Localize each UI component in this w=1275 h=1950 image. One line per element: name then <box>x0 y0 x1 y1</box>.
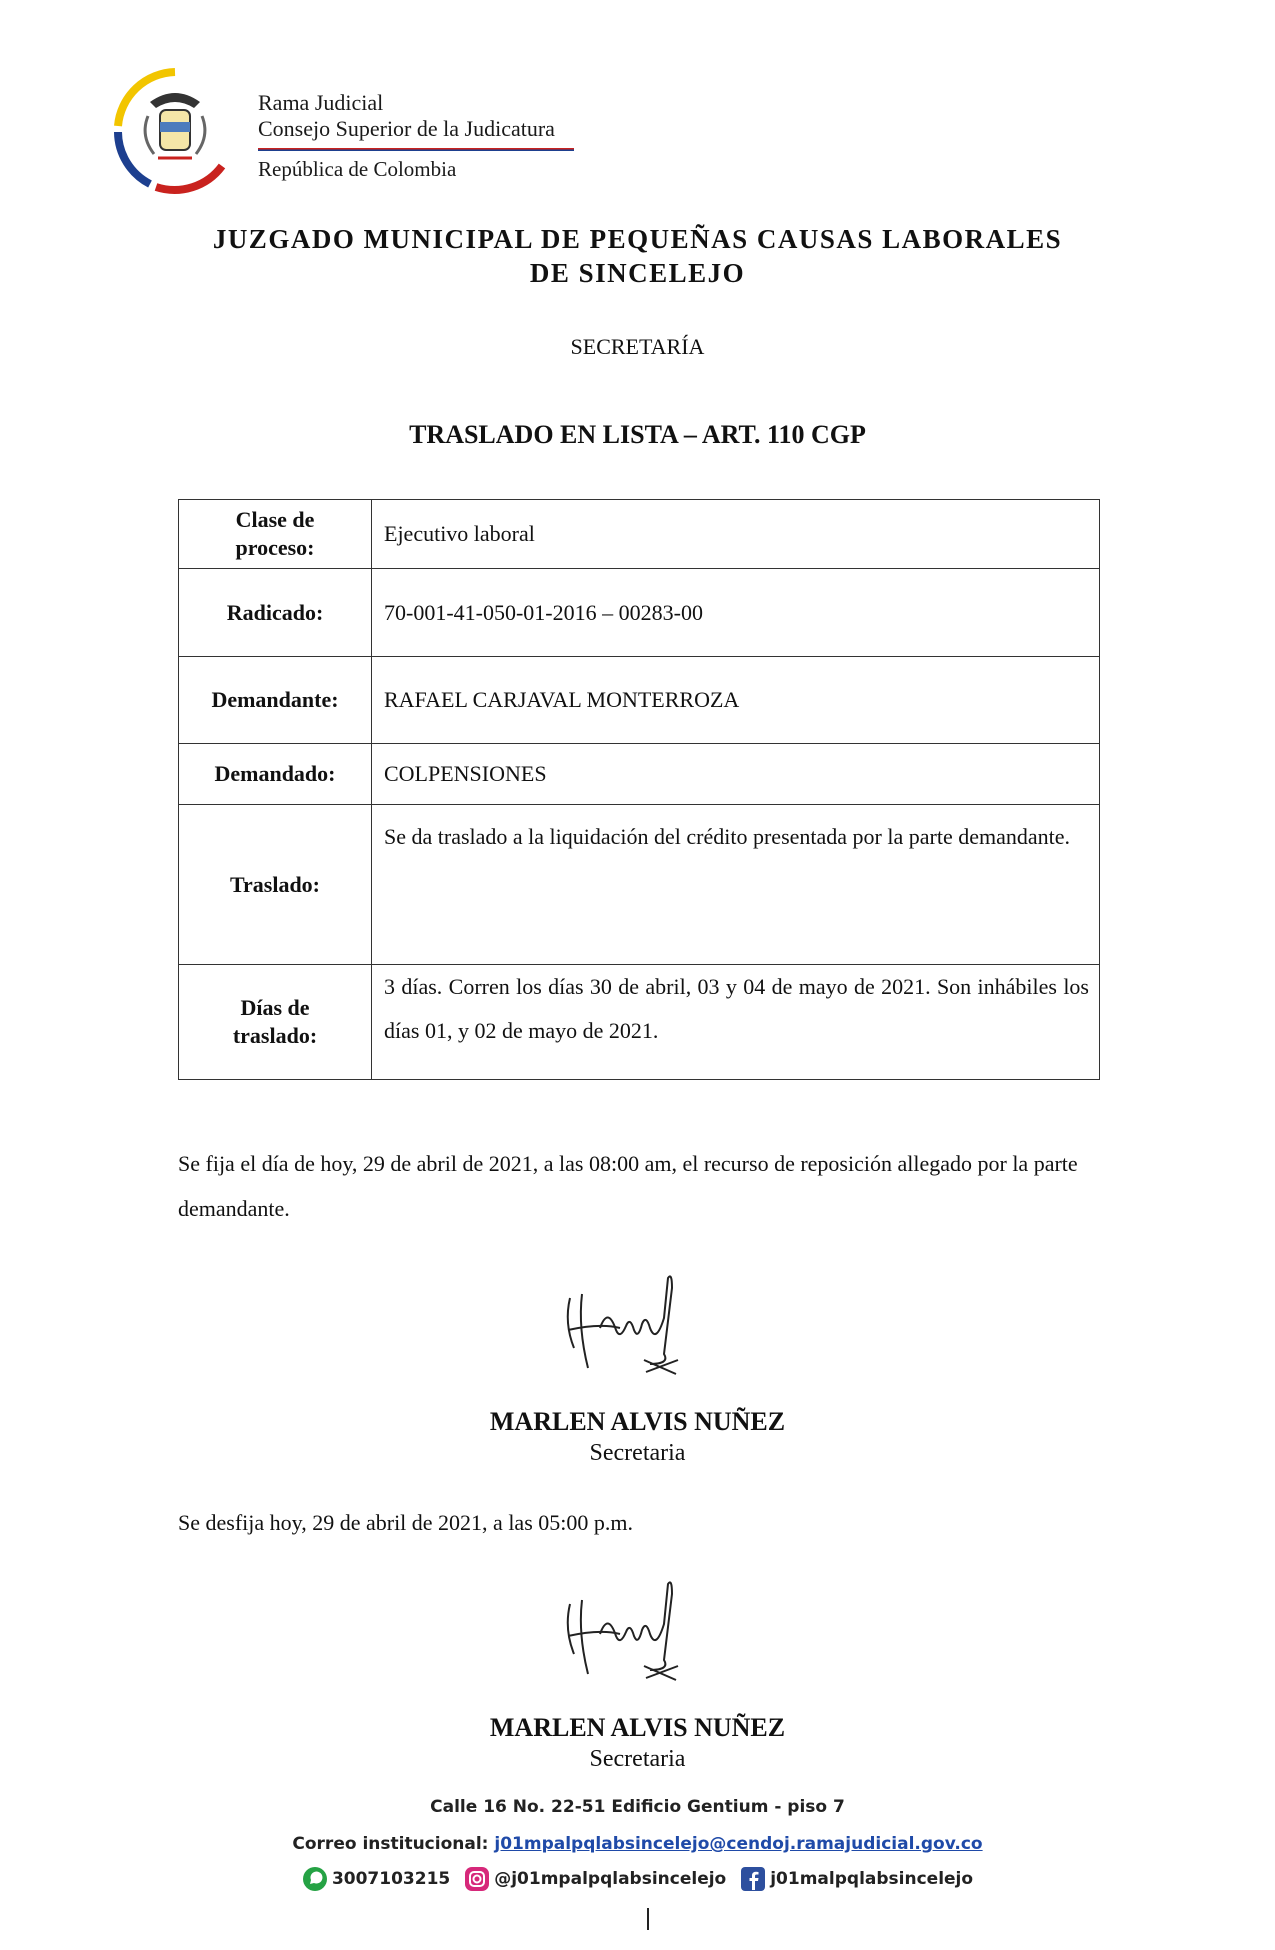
facebook-contact[interactable] <box>740 1866 973 1892</box>
signature-image <box>560 1268 710 1383</box>
row-value: RAFAEL CARJAVAL MONTERROZA <box>372 657 1100 744</box>
row-value: Ejecutivo laboral <box>372 500 1100 569</box>
row-label <box>179 500 372 569</box>
row-label: Radicado: <box>179 569 372 657</box>
desfijacion-paragraph: Se desfija hoy, 29 de abril de 2021, a las 05:00 p.m. <box>178 1510 633 1535</box>
brand-line-1: Rama Judicial <box>258 90 384 115</box>
label-line: traslado: <box>232 1023 318 1048</box>
email-link[interactable]: j01mpalpqlabsincelejo@cendoj.ramajudicial.gov.co <box>494 1834 983 1854</box>
table-row <box>179 500 1100 569</box>
rama-judicial-logo <box>110 66 240 196</box>
table-row <box>179 569 1100 657</box>
footer-social-line <box>0 1866 1275 1892</box>
section-heading: SECRETARÍA <box>570 334 705 359</box>
label-line: proceso: <box>235 535 315 560</box>
signer-name: MARLEN ALVIS NUÑEZ <box>489 1713 786 1742</box>
document-title: TRASLADO EN LISTA – ART. 110 CGP <box>409 420 866 449</box>
row-label: Demandante: <box>179 657 372 744</box>
label-line: Días de <box>240 995 310 1020</box>
table-row <box>179 965 1100 1080</box>
footer-address: Calle 16 No. 22-51 Edificio Gentium - piso 7 <box>430 1797 845 1817</box>
row-value: 3 días. Corren los días 30 de abril, 03 y 04 de mayo de 2021. Son inhábiles los días 01, y 02 de mayo de 2021. <box>372 965 1100 1080</box>
whatsapp-contact[interactable] <box>302 1866 450 1892</box>
instagram-handle: @j01mpalpqlabsincelejo <box>494 1869 727 1889</box>
signer-role: Secretaria <box>589 1440 686 1466</box>
whatsapp-number: 3007103215 <box>331 1869 451 1889</box>
signer-block <box>0 1712 1275 1774</box>
brand-line-2: Consejo Superior de la Judicatura <box>258 116 555 141</box>
instagram-contact[interactable] <box>464 1866 726 1892</box>
row-label: Demandado: <box>179 744 372 805</box>
instagram-icon <box>464 1866 490 1892</box>
signer-block <box>0 1406 1275 1468</box>
row-value: Se da traslado a la liquidación del crédito presentada por la parte demandante. <box>372 805 1100 965</box>
table-row <box>179 657 1100 744</box>
whatsapp-icon <box>302 1866 328 1892</box>
label-line: Clase de <box>235 507 315 532</box>
row-value: COLPENSIONES <box>372 744 1100 805</box>
footer-email-line <box>0 1834 1275 1854</box>
signature-image <box>560 1574 710 1689</box>
brand-line-3: República de Colombia <box>258 157 457 181</box>
brand-text <box>258 90 574 181</box>
table-row <box>179 744 1100 805</box>
row-label: Traslado: <box>179 805 372 965</box>
email-label: Correo institucional: <box>292 1834 489 1854</box>
facebook-icon <box>740 1866 766 1892</box>
signer-role: Secretaria <box>589 1746 686 1772</box>
court-title-line-2: DE SINCELEJO <box>529 258 746 288</box>
row-label <box>179 965 372 1080</box>
fijacion-paragraph: Se fija el día de hoy, 29 de abril de 2021, a las 08:00 am, el recurso de reposición allegado por la parte demandante. <box>178 1151 1078 1221</box>
facebook-handle: j01malpqlabsincelejo <box>770 1869 974 1889</box>
signer-name: MARLEN ALVIS NUÑEZ <box>489 1407 786 1436</box>
text-cursor <box>647 1908 649 1930</box>
row-value: 70-001-41-050-01-2016 – 00283-00 <box>372 569 1100 657</box>
court-title <box>0 222 1275 290</box>
brand-divider <box>258 148 574 151</box>
court-title-line-1: JUZGADO MUNICIPAL DE PEQUEÑAS CAUSAS LABORALES <box>212 224 1063 254</box>
table-row <box>179 805 1100 965</box>
case-info-table <box>178 499 1100 1080</box>
